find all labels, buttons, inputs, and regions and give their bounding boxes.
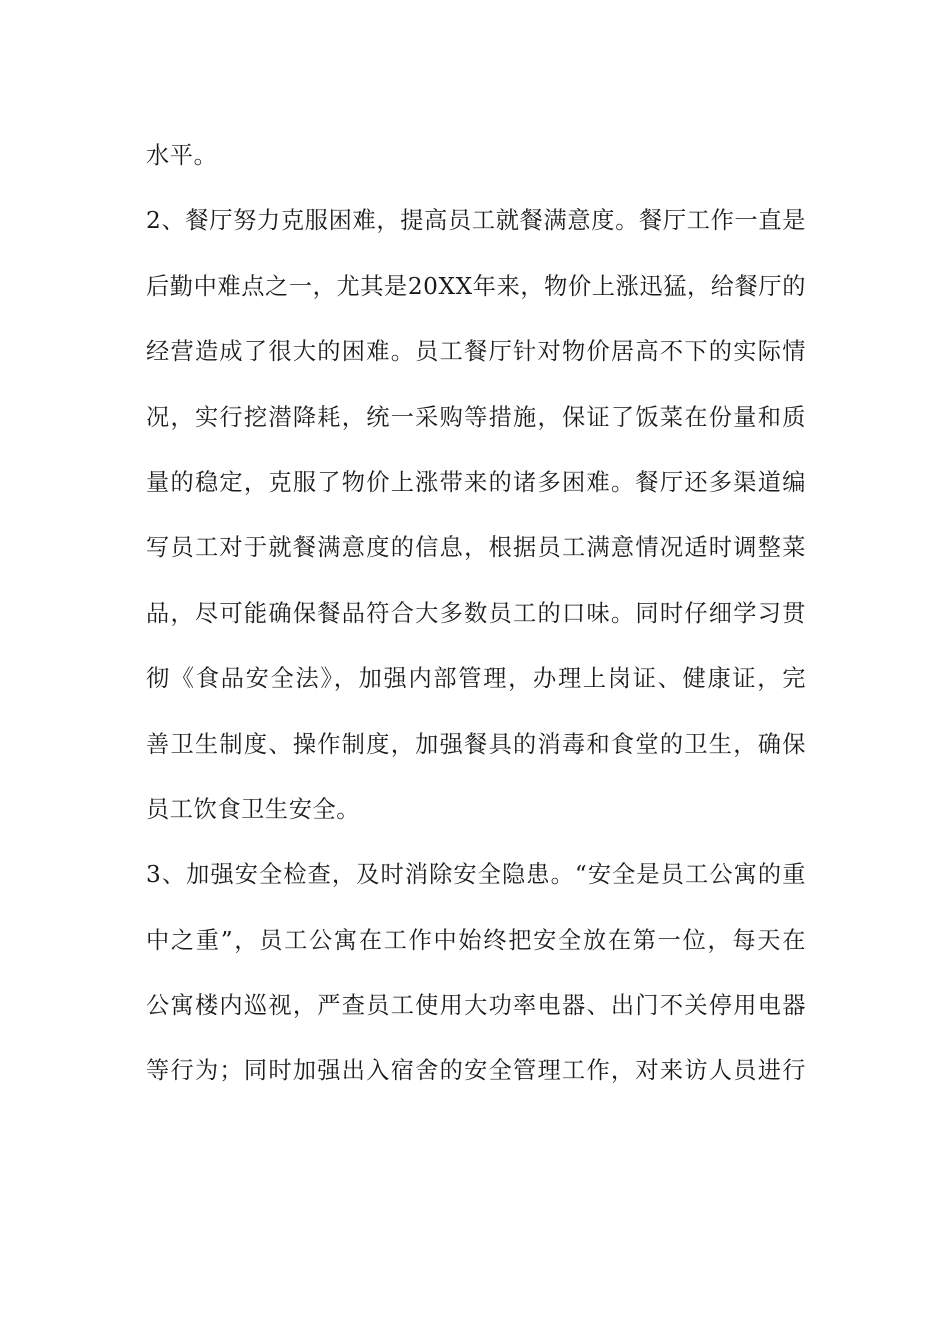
text-line: 经营造成了很大的困难。员工餐厅针对物价居高不下的实际情 — [146, 338, 806, 366]
text-line: 量的稳定，克服了物价上涨带来的诸多困难。餐厅还多渠道编 — [146, 468, 806, 496]
document-body — [146, 134, 806, 1115]
text-line: 彻《食品安全法》，加强内部管理，办理上岗证、健康证，完 — [146, 665, 806, 693]
text-line: 写员工对于就餐满意度的信息，根据员工满意情况适时调整菜 — [146, 534, 806, 562]
text-line: 品，尽可能确保餐品符合大多数员工的口味。同时仔细学习贯 — [146, 599, 806, 627]
text-line: 等行为；同时加强出入宿舍的安全管理工作，对来访人员进行 — [146, 1057, 806, 1085]
text-line: 公寓楼内巡视，严查员工使用大功率电器、出门不关停用电器 — [146, 992, 806, 1020]
text-line: 中之重”，员工公寓在工作中始终把安全放在第一位，每天在 — [146, 926, 806, 954]
text-line: 水平。 — [146, 142, 218, 169]
text-line: 员工饮食卫生安全。 — [146, 795, 361, 823]
text-line: 后勤中难点之一，尤其是20XX年来，物价上涨迅猛，给餐厅的 — [146, 272, 806, 300]
text-line: 3、加强安全检查，及时消除安全隐患。“安全是员工公寓的重 — [146, 861, 806, 889]
text-line: 况，实行挖潜降耗，统一采购等措施，保证了饭菜在份量和质 — [146, 403, 806, 431]
text-line: 2、餐厅努力克服困难，提高员工就餐满意度。餐厅工作一直是 — [146, 207, 806, 235]
text-line: 善卫生制度、操作制度，加强餐具的消毒和食堂的卫生，确保 — [146, 730, 806, 758]
